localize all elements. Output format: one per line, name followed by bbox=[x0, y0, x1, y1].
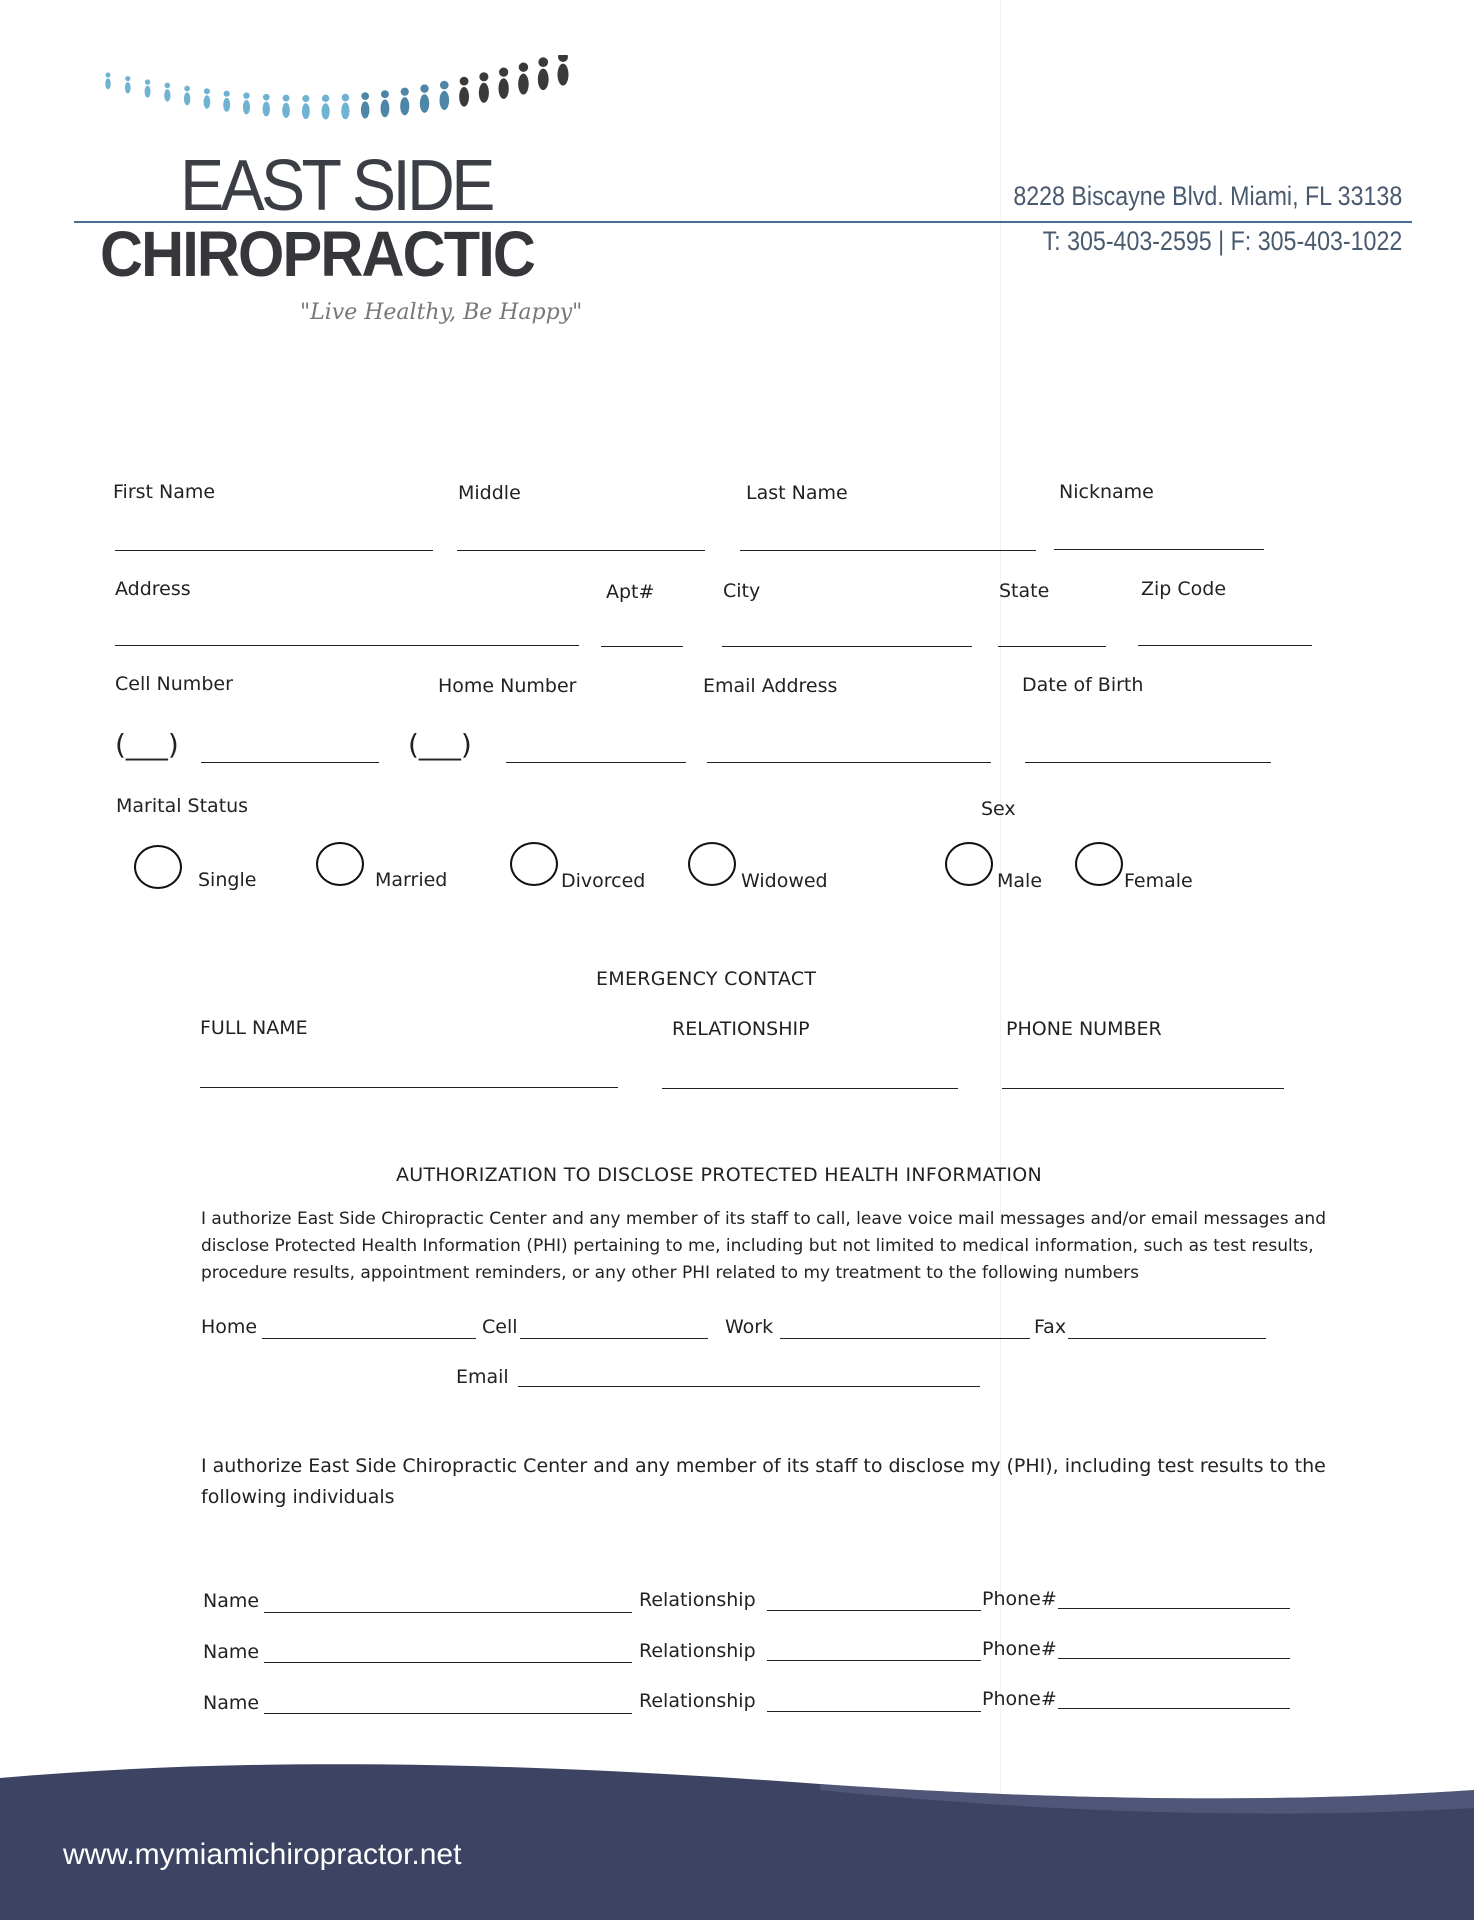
married-option-label: Married bbox=[375, 869, 448, 891]
brand-chiropractic: CHIROPRACTIC bbox=[100, 218, 534, 290]
logo-person-icon bbox=[302, 95, 310, 119]
logo-person-icon bbox=[105, 73, 111, 90]
individual-1-name-label: Name bbox=[203, 1590, 260, 1612]
authorization-individuals-text: I authorize East Side Chiropractic Center and any member of its staff to disclose my (PHI), including test results to the following individuals bbox=[201, 1455, 1326, 1508]
individual-1-relationship-field[interactable] bbox=[767, 1610, 981, 1611]
widowed-option-label: Widowed bbox=[741, 870, 828, 892]
last-name-field[interactable] bbox=[740, 550, 1036, 551]
email-address-label: Email Address bbox=[703, 675, 838, 697]
individual-2-relationship-label: Relationship bbox=[639, 1640, 756, 1662]
logo-person-icon bbox=[499, 67, 509, 98]
clinic-address: 8228 Biscayne Blvd. Miami, FL 33138 bbox=[1013, 181, 1402, 211]
auth-work-field[interactable] bbox=[780, 1338, 1030, 1339]
logo-person-icon bbox=[558, 55, 569, 86]
individual-2-name-field[interactable] bbox=[264, 1662, 632, 1663]
state-field[interactable] bbox=[998, 646, 1106, 647]
home-number-label: Home Number bbox=[438, 675, 577, 697]
auth-cell-label: Cell bbox=[482, 1316, 518, 1338]
nickname-label: Nickname bbox=[1059, 481, 1154, 503]
individual-1-phone-label: Phone# bbox=[982, 1588, 1057, 1610]
single-radio[interactable] bbox=[134, 845, 182, 889]
logo-person-icon bbox=[322, 95, 330, 120]
city-field[interactable] bbox=[722, 646, 972, 647]
auth-email-label: Email bbox=[456, 1366, 509, 1388]
emergency-relationship-label: RELATIONSHIP bbox=[672, 1018, 810, 1040]
individual-2-phone-field[interactable] bbox=[1058, 1658, 1290, 1659]
married-radio[interactable] bbox=[316, 842, 364, 886]
authorization-numbers-text: I authorize East Side Chiropractic Center and any member of its staff to call, leave voice mail messages and/or email messages and disclose Protected Health Information (PHI) pertaining to me, including but not limited to medical information, such as test results, procedure results, appointment reminders, or any other PHI related to my treatment to the following numbers bbox=[201, 1209, 1326, 1283]
auth-work-label: Work bbox=[725, 1316, 774, 1338]
auth-email-field[interactable] bbox=[518, 1386, 980, 1387]
website-url[interactable]: www.mymiamichiropractor.net bbox=[63, 1838, 462, 1871]
dob-field[interactable] bbox=[1025, 762, 1271, 763]
emergency-full-name-field[interactable] bbox=[200, 1087, 618, 1088]
logo-person-icon bbox=[518, 62, 529, 94]
logo-person-icon bbox=[184, 86, 190, 106]
logo-person-icon bbox=[538, 57, 549, 90]
logo-person-icon bbox=[400, 88, 409, 116]
clinic-phones: T: 305-403-2595 | F: 305-403-1022 bbox=[1042, 226, 1402, 256]
individual-1-name-field[interactable] bbox=[264, 1612, 632, 1613]
tagline: "Live Healthy, Be Happy" bbox=[300, 300, 583, 325]
logo-person-icon bbox=[263, 94, 270, 117]
sex-label: Sex bbox=[981, 798, 1016, 820]
logo-person-icon bbox=[204, 88, 211, 108]
male-radio[interactable] bbox=[945, 842, 993, 886]
logo-person-icon bbox=[125, 76, 131, 94]
page-fold bbox=[1000, 0, 1001, 1920]
individual-3-relationship-label: Relationship bbox=[639, 1690, 756, 1712]
nickname-field[interactable] bbox=[1054, 549, 1264, 550]
individual-2-name-label: Name bbox=[203, 1641, 260, 1663]
first-name-field[interactable] bbox=[115, 550, 433, 551]
state-label: State bbox=[999, 580, 1050, 602]
single-option-label: Single bbox=[198, 869, 257, 891]
logo-person-icon bbox=[341, 94, 349, 120]
auth-home-label: Home bbox=[201, 1316, 258, 1338]
address-label: Address bbox=[115, 578, 191, 600]
logo-person-icon bbox=[420, 84, 429, 112]
zip-label: Zip Code bbox=[1141, 578, 1227, 600]
brand-east-side: EAST SIDE bbox=[180, 146, 492, 226]
cell-number-field[interactable] bbox=[201, 762, 379, 763]
zip-field[interactable] bbox=[1138, 645, 1312, 646]
emergency-relationship-field[interactable] bbox=[662, 1088, 958, 1089]
logo-person-icon bbox=[479, 72, 489, 103]
cell-number-label: Cell Number bbox=[115, 673, 233, 695]
logo-person-icon bbox=[243, 92, 250, 114]
logo-person-icon bbox=[459, 77, 469, 107]
home-number-field[interactable] bbox=[506, 762, 686, 763]
apt-field[interactable] bbox=[601, 646, 683, 647]
dob-label: Date of Birth bbox=[1022, 674, 1144, 696]
individual-1-relationship-label: Relationship bbox=[639, 1589, 756, 1611]
logo-person-icon bbox=[440, 81, 450, 110]
individual-1-phone-field[interactable] bbox=[1058, 1608, 1290, 1609]
emergency-full-name-label: FULL NAME bbox=[200, 1017, 308, 1039]
male-option-label: Male bbox=[997, 870, 1043, 892]
individual-2-phone-label: Phone# bbox=[982, 1638, 1057, 1660]
auth-cell-field[interactable] bbox=[520, 1338, 708, 1339]
last-name-label: Last Name bbox=[746, 482, 848, 504]
individual-3-name-label: Name bbox=[203, 1692, 260, 1714]
auth-fax-label: Fax bbox=[1034, 1316, 1067, 1338]
female-radio[interactable] bbox=[1075, 842, 1123, 886]
marital-status-label: Marital Status bbox=[116, 795, 249, 817]
female-option-label: Female bbox=[1124, 870, 1193, 892]
emergency-contact-heading: EMERGENCY CONTACT bbox=[596, 968, 817, 990]
logo-person-icon bbox=[381, 90, 390, 117]
cell-area-code[interactable]: (___) bbox=[115, 728, 179, 761]
logo-person-icon bbox=[145, 79, 151, 97]
logo-people-mark bbox=[100, 55, 580, 160]
individual-2-relationship-field[interactable] bbox=[767, 1660, 981, 1661]
logo-person-icon bbox=[164, 83, 170, 102]
individual-3-relationship-field[interactable] bbox=[767, 1711, 981, 1712]
first-name-label: First Name bbox=[113, 481, 216, 503]
emergency-phone-field[interactable] bbox=[1002, 1088, 1284, 1089]
individual-3-phone-label: Phone# bbox=[982, 1688, 1057, 1710]
auth-home-field[interactable] bbox=[262, 1338, 476, 1339]
middle-label: Middle bbox=[458, 482, 521, 504]
logo-person-icon bbox=[223, 91, 230, 112]
individual-3-name-field[interactable] bbox=[264, 1713, 632, 1714]
widowed-radio[interactable] bbox=[688, 842, 736, 886]
address-field[interactable] bbox=[115, 645, 579, 646]
divorced-option-label: Divorced bbox=[561, 870, 646, 892]
individual-3-phone-field[interactable] bbox=[1058, 1708, 1290, 1709]
email-address-field[interactable] bbox=[707, 762, 991, 763]
auth-fax-field[interactable] bbox=[1068, 1338, 1266, 1339]
middle-field[interactable] bbox=[457, 550, 705, 551]
logo-person-icon bbox=[361, 92, 370, 118]
apt-label: Apt# bbox=[606, 581, 655, 603]
home-area-code[interactable]: (___) bbox=[408, 728, 472, 761]
city-label: City bbox=[723, 580, 761, 602]
authorization-heading: AUTHORIZATION TO DISCLOSE PROTECTED HEALTH INFORMATION bbox=[396, 1164, 1043, 1186]
divorced-radio[interactable] bbox=[510, 842, 558, 886]
logo-person-icon bbox=[282, 95, 290, 118]
emergency-phone-label: PHONE NUMBER bbox=[1006, 1018, 1162, 1040]
